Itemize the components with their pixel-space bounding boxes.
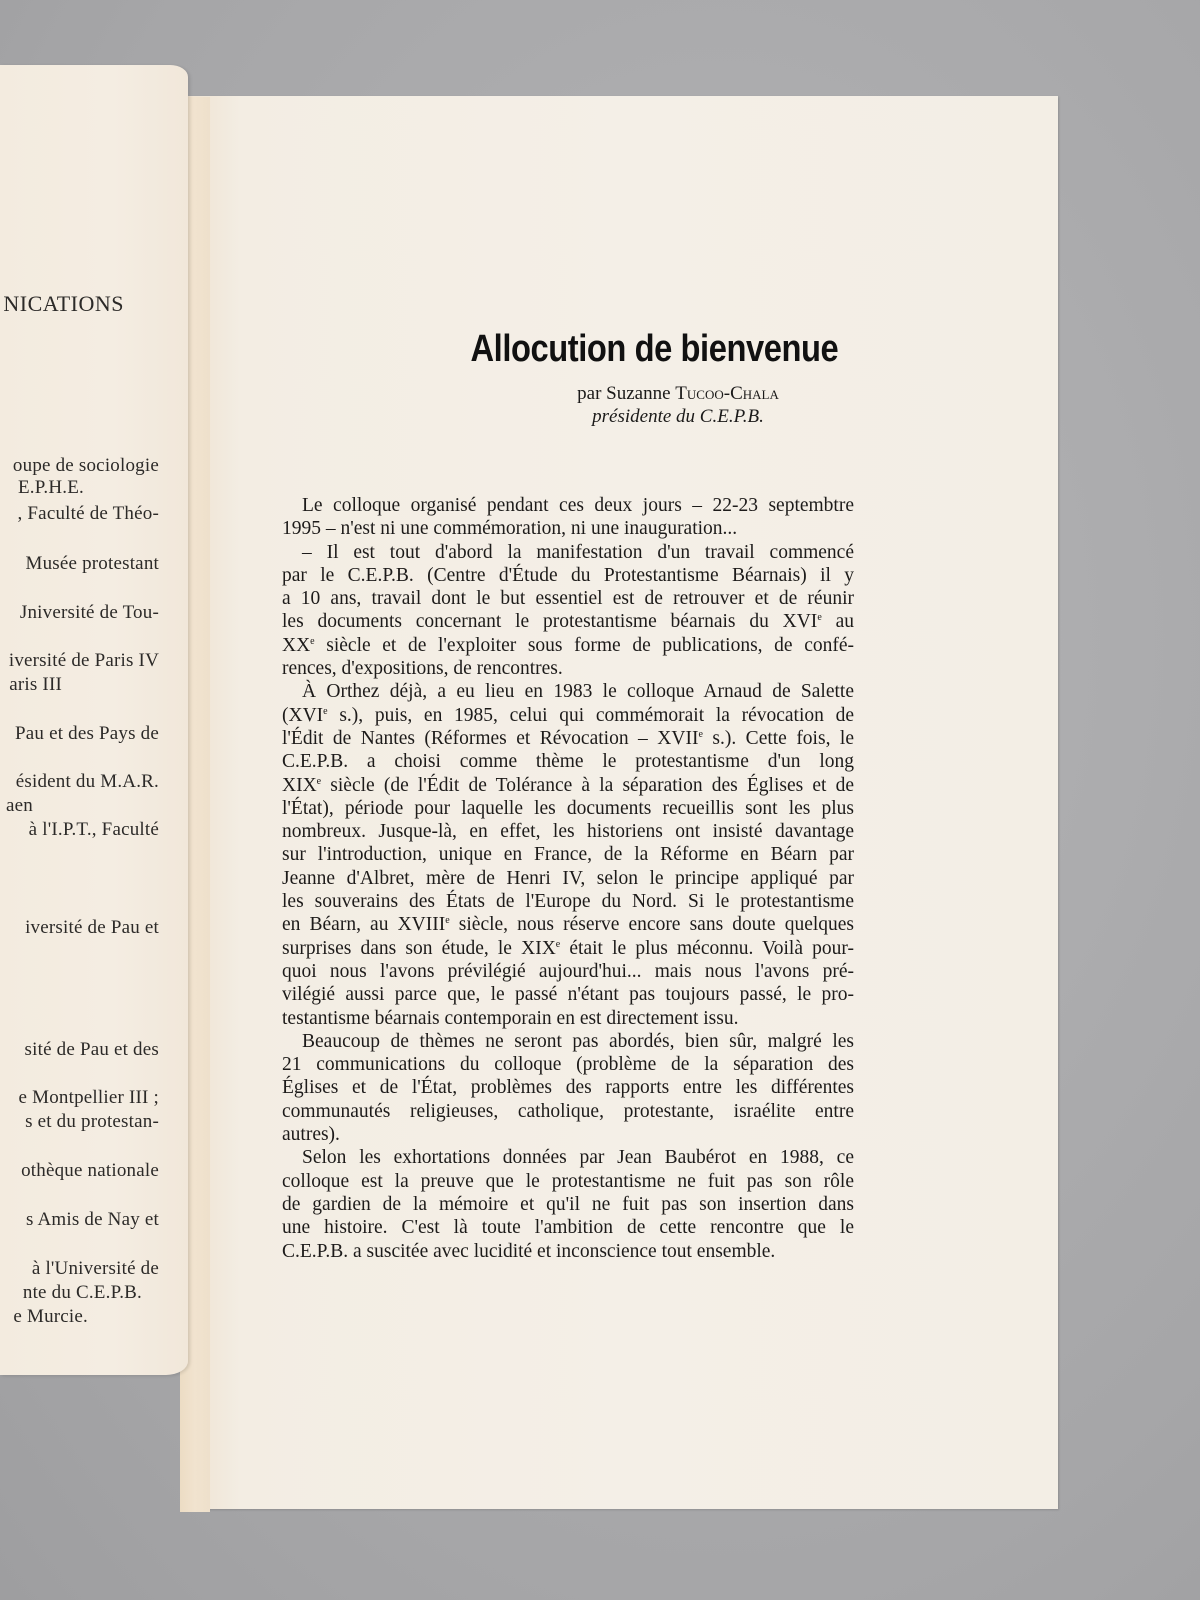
- left-page-line: othèque nationale: [21, 1160, 159, 1181]
- left-page-line: ésident du M.A.R.: [15, 771, 159, 792]
- body-line: testantisme béarnais contemporain en est directement issu.: [282, 1007, 739, 1029]
- left-page-line: à l'I.P.T., Faculté: [28, 819, 159, 840]
- body-line: nombreux. Jusque-là, en effet, les historiens ont insisté davantage: [282, 821, 854, 843]
- body-line: les souverains des États de l'Europe du Nord. Si le protestantisme: [282, 891, 854, 913]
- left-page-line: iversité de Paris IV: [8, 650, 159, 671]
- body-line: Selon les exhortations données par Jean Baubérot en 1988, ce: [302, 1147, 854, 1169]
- left-page-line: s Amis de Nay et: [25, 1209, 159, 1230]
- body-line: 21 communications du colloque (problème de la séparation des: [282, 1054, 854, 1076]
- body-line: quoi nous l'avons prévilégié aujourd'hui... mais nous l'avons pré-: [282, 960, 854, 982]
- article-title: Allocution de bienvenue: [470, 328, 839, 370]
- body-line: l'État), période pour laquelle les documents recueillis sont les plus: [282, 797, 854, 819]
- body-line: (XVIe s.), puis, en 1985, celui qui commémorait la révocation de: [282, 704, 854, 726]
- author-byline: [188, 383, 1058, 405]
- body-line: de gardien de la mémoire et qu'il ne fuit pas son insertion dans: [282, 1193, 854, 1215]
- body-line: Églises et de l'État, problèmes des rapports entre les différentes: [282, 1077, 854, 1099]
- body-line: 1995 – n'est ni une commémoration, ni une inauguration...: [282, 518, 738, 540]
- left-page-line: Musée protestant: [25, 553, 159, 574]
- body-line: Le colloque organisé pendant ces deux jours – 22-23 septembtre: [302, 495, 854, 516]
- body-line: vilégié aussi parce que, le passé n'étant pas toujours passé, le pro-: [282, 984, 854, 1006]
- left-page-line: à l'Université de: [31, 1258, 159, 1279]
- body-line: XIXe siècle (de l'Édit de Tolérance à la séparation des Églises et de: [282, 774, 854, 796]
- left-page-line: iversité de Pau et: [25, 917, 159, 938]
- left-page-line: aris III: [9, 674, 62, 695]
- body-line: XXe siècle et de l'exploiter sous forme de publications, de confé-: [282, 634, 854, 656]
- body-line: – Il est tout d'abord la manifestation d'un travail commencé: [302, 541, 854, 563]
- left-page-line: e Montpellier III ;: [18, 1087, 159, 1108]
- left-page-line: Jniversité de Tou-: [19, 602, 159, 623]
- author-role: présidente du C.E.P.B.: [592, 406, 764, 427]
- left-page-line: sité de Pau et des: [24, 1039, 159, 1060]
- body-line: C.E.P.B. a choisi comme thème le protestantisme d'un long: [282, 751, 854, 773]
- body-line: une histoire. C'est là toute l'ambition de cette rencontre que le: [282, 1217, 854, 1239]
- body-line: les documents concernant le protestantisme béarnais du XVIe au: [282, 611, 854, 633]
- body-line: sur l'introduction, unique en France, de la Réforme en Béarn par: [282, 844, 854, 866]
- left-page-line: E.P.H.E.: [18, 477, 84, 498]
- body-line: C.E.P.B. a suscitée avec lucidité et inconscience tout ensemble.: [282, 1240, 776, 1262]
- body-line: Jeanne d'Albret, mère de Henri IV, selon le principe appliqué par: [282, 867, 854, 889]
- left-page-line: e Murcie.: [13, 1306, 88, 1327]
- body-line: Beaucoup de thèmes ne seront pas abordés, bien sûr, malgré les: [302, 1030, 854, 1052]
- left-page-line: aen: [6, 795, 33, 816]
- body-line: colloque est la preuve que le protestantisme ne fuit pas son rôle: [282, 1170, 854, 1192]
- body-line: surprises dans son étude, le XIXe était le plus méconnu. Voilà pour-: [282, 937, 854, 959]
- left-page-line: s et du protestan-: [25, 1111, 159, 1132]
- body-line: autres).: [282, 1124, 340, 1146]
- left-page-line: nte du C.E.P.B.: [22, 1282, 142, 1303]
- body-line: À Orthez déjà, a eu lieu en 1983 le colloque Arnaud de Salette: [302, 681, 854, 703]
- body-line: l'Édit de Nantes (Réformes et Révocation – XVIIe s.). Cette fois, le: [282, 727, 854, 749]
- left-page-heading: NICATIONS: [3, 291, 124, 316]
- body-line: a 10 ans, travail dont le but essentiel est de retrouver et de réunir: [282, 588, 854, 610]
- right-page: [188, 96, 1058, 1509]
- byline-prefix: par Suzanne: [577, 383, 671, 404]
- author-name: Tucoo-Chala: [675, 383, 779, 404]
- left-page: [0, 65, 188, 1375]
- body-line: par le C.E.P.B. (Centre d'Étude du Protestantisme Béarnais) il y: [282, 564, 854, 586]
- body-line: rences, d'expositions, de rencontres.: [282, 658, 563, 680]
- body-line: en Béarn, au XVIIIe siècle, nous réserve encore sans doute quelques: [282, 914, 855, 936]
- left-page-line: , Faculté de Théo-: [17, 503, 159, 524]
- left-page-line: Pau et des Pays de: [15, 723, 159, 744]
- left-page-line: oupe de sociologie: [12, 455, 159, 476]
- body-line: communautés religieuses, catholique, protestante, israélite entre: [282, 1100, 854, 1122]
- article-body: [282, 494, 854, 1263]
